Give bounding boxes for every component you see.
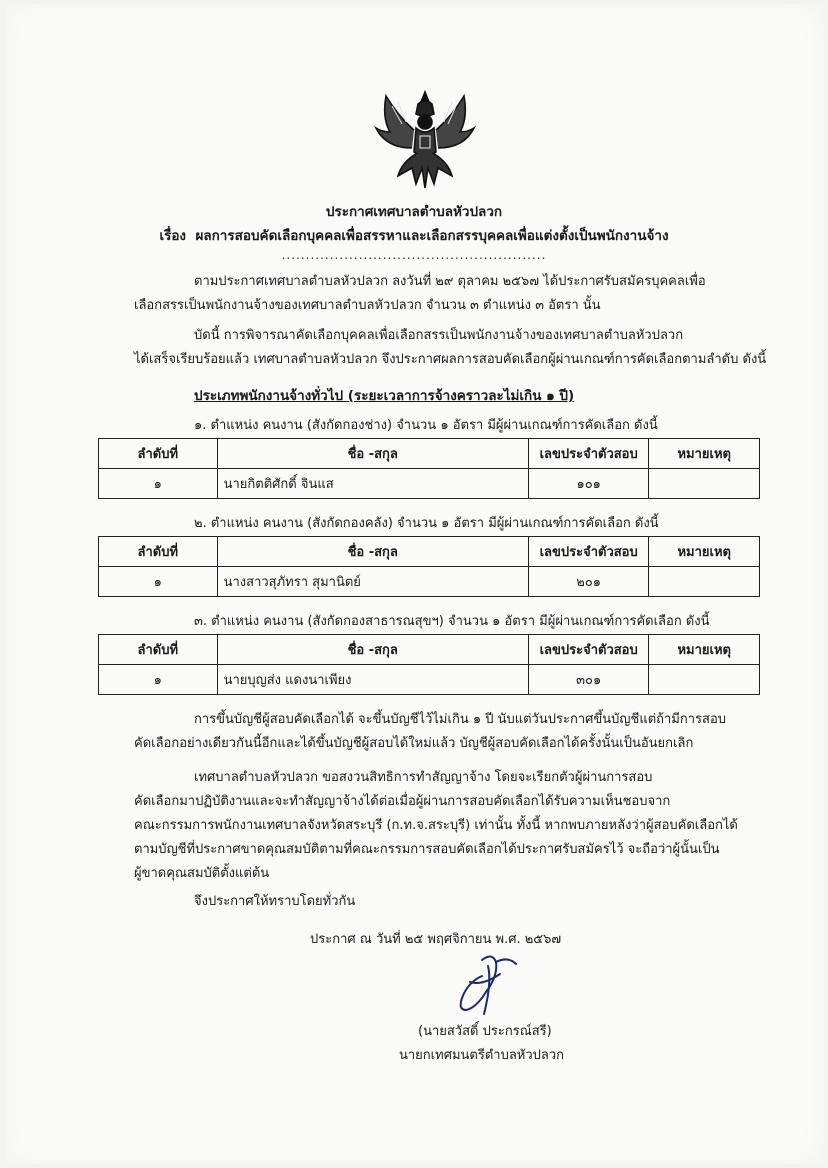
list-validity-paragraph [134,708,774,732]
contract-paragraph [134,766,774,790]
intro-paragraph-2 [134,324,774,348]
closing-line: จึงประกาศให้ทราบโดยทั่วกัน [194,894,356,909]
header-name: ชื่อ -สกุล [217,439,528,469]
cell-name: นายกิตติศักดิ์ จินแส [217,469,528,499]
results-table-2 [98,536,760,597]
intro-p1-line2: เลือกสรรเป็นพนักงานจ้างของเทศบาลตำบลหัวปลวก จำนวน ๓ ตำแหน่ง ๓ อัตรา นั้น [134,298,601,313]
cell-order: ๑ [99,567,218,597]
cell-name: นายบุญส่ง แดงนาเพียง [217,665,528,695]
cell-remark [649,567,760,597]
subject-text: ผลการสอบคัดเลือกบุคคลเพื่อสรรหาและเลือกสรรบุคคลเพื่อแต่งตั้งเป็นพนักงานจ้าง [195,228,669,244]
subject-label: เรื่อง [159,228,187,244]
cell-remark [649,665,760,695]
table-header-row [99,439,760,469]
cell-name: นางสาวสุภัทรา สุมานิตย์ [217,567,528,597]
p4-line5: ผู้ขาดคุณสมบัติตั้งแต่ต้น [134,866,270,881]
document-title: ประกาศเทศบาลตำบลหัวปลวก [325,204,503,220]
header-order: ลำดับที่ [99,439,218,469]
header-remark: หมายเหตุ [649,439,760,469]
header-remark: หมายเหตุ [649,537,760,567]
table-row [99,665,760,695]
table-header-row [99,537,760,567]
header-remark: หมายเหตุ [649,635,760,665]
p4-line1: เทศบาลตำบลหัวปลวก ขอสงวนสิทธิการทำสัญญาจ้าง โดยจะเรียกตัวผู้ผ่านการสอบ [194,770,653,785]
header-order: ลำดับที่ [99,537,218,567]
garuda-emblem [372,88,478,192]
cell-exam-id: ๒๐๑ [528,567,649,597]
cell-order: ๑ [99,469,218,499]
header-name: ชื่อ -สกุล [217,635,528,665]
intro-p2-line2: ได้เสร็จเรียบร้อยแล้ว เทศบาลตำบลหัวปลวก จึงประกาศผลการสอบคัดเลือกผู้ผ่านเกณฑ์การคัดเลือกตามลำดับ ดังนี้ [134,352,767,367]
announcement-date: ประกาศ ณ วันที่ ๒๕ พฤศจิกายน พ.ศ. ๒๕๖๗ [310,932,562,947]
p3-line2: คัดเลือกอย่างเดียวกันนี้อีกและได้ขึ้นบัญชีผู้สอบได้ใหม่แล้ว บัญชีผู้สอบคัดเลือกได้ครั้งนั้นเป็นอันยกเลิก [134,736,694,751]
cell-order: ๑ [99,665,218,695]
signer-position: นายกเทศมนตรีตำบลหัวปลวก [399,1048,565,1063]
position-2-title: ๒. ตำแหน่ง คนงาน (สังกัดกองคลัง) จำนวน ๑ อัตรา มีผู้ผ่านเกณฑ์การคัดเลือก ดังนี้ [194,516,659,531]
cell-remark [649,469,760,499]
p4-line3: คณะกรรมการพนักงานเทศบาลจังหวัดสระบุรี (ก.ท.จ.สระบุรี) เท่านั้น ทั้งนี้ หากพบภายหลังว่าผู้สอบคัดเลือกได้ [134,818,738,833]
position-3-title: ๓. ตำแหน่ง คนงาน (สังกัดกองสาธารณสุขฯ) จำนวน ๑ อัตรา มีผู้ผ่านเกณฑ์การคัดเลือก ดังนี้ [194,614,710,629]
position-1-title: ๑. ตำแหน่ง คนงาน (สังกัดกองช่าง) จำนวน ๑ อัตรา มีผู้ผ่านเกณฑ์การคัดเลือก ดังนี้ [194,418,658,433]
p4-line4: ตามบัญชีที่ประกาศขาดคุณสมบัติตามที่คณะกรรมการสอบคัดเลือกได้ประกาศรับสมัครไว้ จะถือว่าผู้นั้นเป็น [134,842,720,857]
table-row [99,469,760,499]
results-table-3 [98,634,760,695]
header-name: ชื่อ -สกุล [217,537,528,567]
header-exam-id: เลขประจำตัวสอบ [528,635,649,665]
cell-exam-id: ๓๐๑ [528,665,649,695]
title-separator: ....................................................... [281,248,547,262]
header-order: ลำดับที่ [99,635,218,665]
header-exam-id: เลขประจำตัวสอบ [528,537,649,567]
header-exam-id: เลขประจำตัวสอบ [528,439,649,469]
document-subject [0,224,828,246]
category-heading: ประเภทพนักงานจ้างทั่วไป (ระยะเวลาการจ้างคราวละไม่เกิน ๑ ปี) [194,388,575,404]
results-table-1 [98,438,760,499]
intro-p2-line1: บัดนี้ การพิจารณาคัดเลือกบุคคลเพื่อเลือกสรรเป็นพนักงานจ้างของเทศบาลตำบลหัวปลวก [194,328,684,343]
table-row [99,567,760,597]
cell-exam-id: ๑๐๑ [528,469,649,499]
intro-paragraph-1 [134,270,774,294]
signer-name: (นายสวัสดิ์ ประกรณ์สรี) [418,1024,552,1039]
p4-line2: คัดเลือกมาปฏิบัติงานและจะทำสัญญาจ้างได้ต่อเมื่อผู้ผ่านการสอบคัดเลือกได้รับความเห็นชอบจาก [134,794,671,809]
signature-mark [452,952,522,1018]
table-header-row [99,635,760,665]
p3-line1: การขึ้นบัญชีผู้สอบคัดเลือกได้ จะขึ้นบัญชีไว้ไม่เกิน ๑ ปี นับแต่วันประกาศขึ้นบัญชีแต่ถ้ามีการสอบ [194,712,727,727]
intro-p1-line1: ตามประกาศเทศบาลตำบลหัวปลวก ลงวันที่ ๒๙ ตุลาคม ๒๕๖๗ ได้ประกาศรับสมัครบุคคลเพื่อ [194,274,706,289]
